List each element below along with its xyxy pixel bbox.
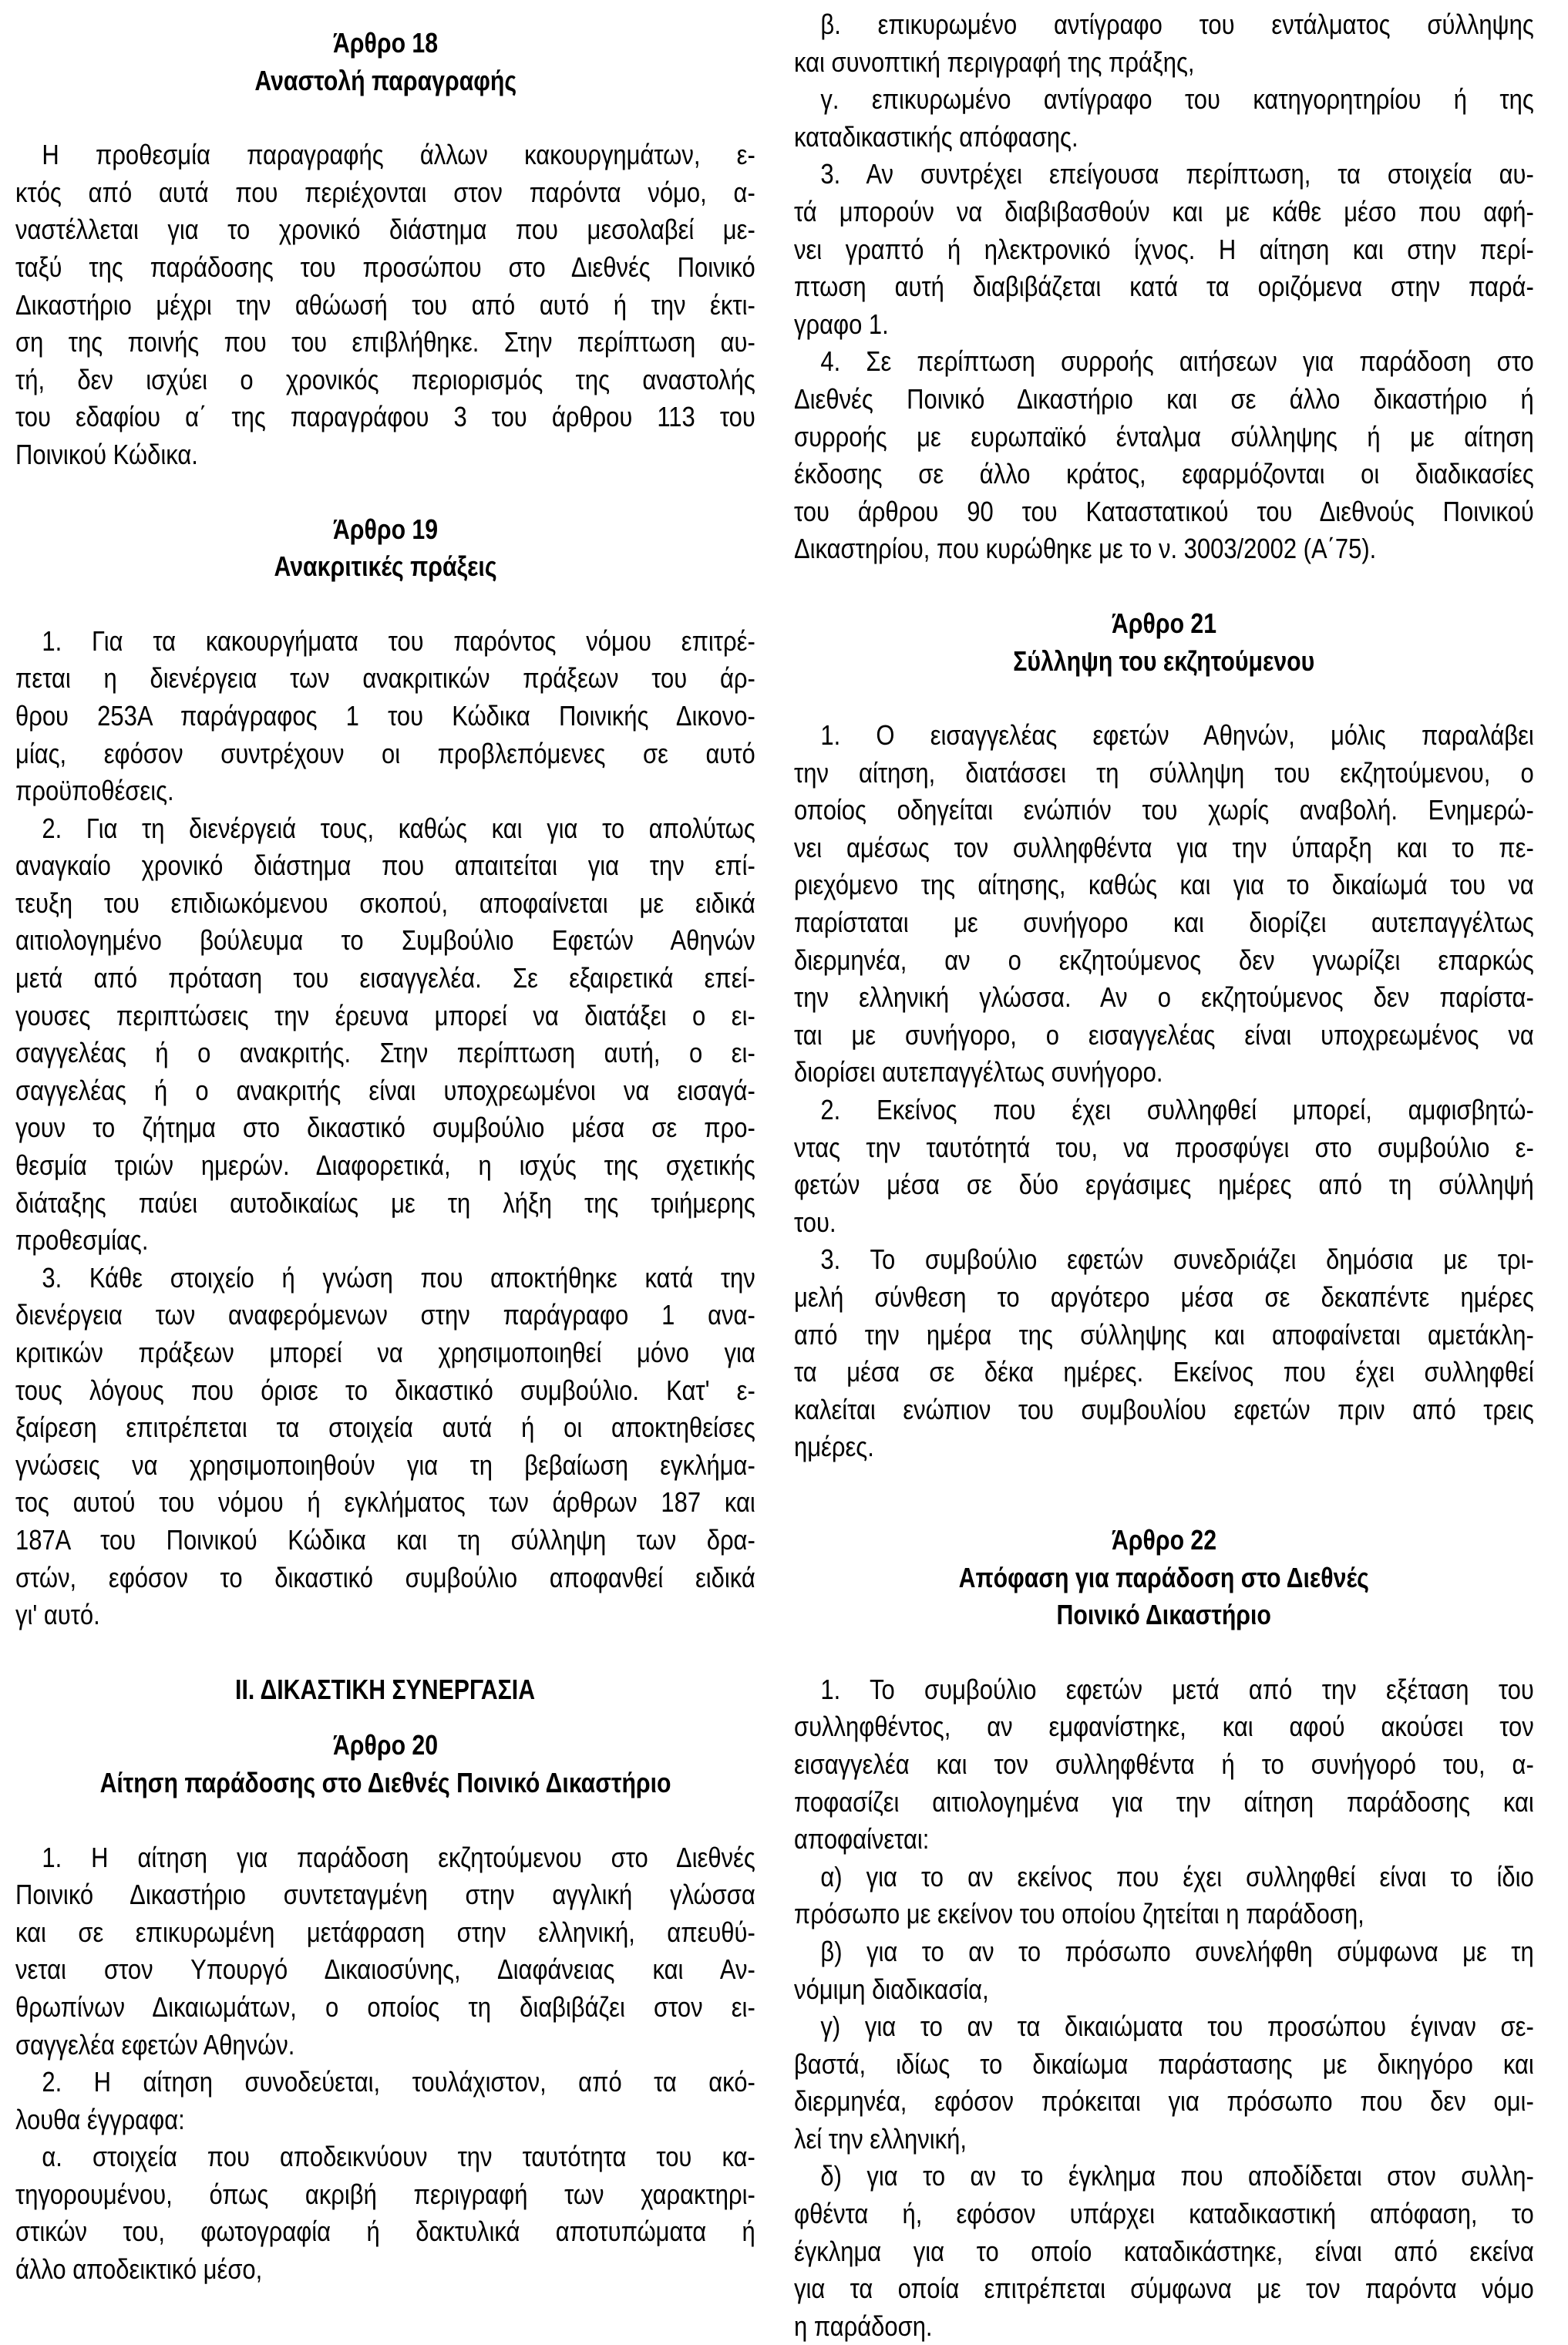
text-line: την αίτηση, διατάσσει τη σύλληψη του εκζητούμενου, ο	[794, 756, 1534, 789]
text-line: η παράδοση.	[794, 2310, 933, 2342]
text-line: γραφο 1.	[794, 308, 889, 340]
text-line: Διεθνές Ποινικό Δικαστήριο και σε άλλο δικαστήριο ή	[794, 382, 1534, 415]
text-line: γ) για το αν τα δικαιώματα του προσώπου έγιναν σε-	[820, 2010, 1534, 2043]
text-line: διερμηνέα, εφόσον πρόκειται για πρόσωπο που δεν ομι-	[794, 2085, 1534, 2118]
left-column	[15, 6, 755, 2289]
text-line: για τα οποία επιτρέπεται σύμφωνα με τον παρόντα νόμο	[794, 2273, 1534, 2305]
text-line: στικών του, φωτογραφία ή δακτυλικά αποτυπώματα ή	[15, 2215, 755, 2248]
text-line: ταξύ της παράδοσης του προσώπου στο Διεθνές Ποινικό	[15, 251, 755, 283]
text-line: προθεσμίας.	[15, 1224, 149, 1257]
text-line: 1. Για τα κακουργήματα του παρόντος νόμου επιτρέ-	[42, 624, 755, 657]
text-line: 3. Το συμβούλιο εφετών συνεδριάζει δημόσια με τρι-	[820, 1243, 1534, 1276]
text-line: Δικαστήριο μέχρι την αθώωσή του από αυτό ή την έκτι-	[15, 288, 755, 321]
text-line: τος αυτού του νόμου ή εγκλήματος των άρθρων 187 και	[15, 1486, 755, 1519]
text-line: α) για το αν εκείνος που έχει συλληφθεί είναι το ίδιο	[820, 1860, 1534, 1892]
text-line: βαστά, ιδίως το δικαίωμα παράστασης με δικηγόρο και	[794, 2047, 1534, 2080]
text-line: ναστέλλεται για το χρονικό διάστημα που μεσολαβεί με-	[15, 214, 755, 246]
text-line: γι' αυτό.	[15, 1599, 100, 1631]
text-line: ντας την ταυτότητά του, να προσφύγει στο συμβούλιο ε-	[794, 1131, 1534, 1163]
text-line: 2. Για τη διενέργειά τους, καθώς και για το απολύτως	[42, 812, 755, 844]
text-line: του.	[794, 1206, 836, 1238]
text-line: Δικαστηρίου, που κυρώθηκε με το ν. 3003/2002 (Α΄75).	[794, 533, 1377, 565]
text-line: αιτιολογημένο βούλευμα το Συμβούλιο Εφετών Αθηνών	[15, 924, 755, 957]
article-22-title-line-1: Απόφαση για παράδοση στο Διεθνές	[958, 1561, 1370, 1593]
text-line: του άρθρου 90 του Καταστατικού του Διεθνούς Ποινικού	[794, 495, 1534, 527]
article-22-number: Άρθρο 22	[1111, 1523, 1217, 1556]
article-20-number: Άρθρο 20	[332, 1729, 439, 1761]
text-line: λουθα έγγραφα:	[15, 2103, 185, 2135]
text-line: τους λόγους που όρισε το δικαστικό συμβούλιο. Κατ' ε-	[15, 1374, 755, 1406]
text-line: ποφασίζει αιτιολογημένα για την αίτηση παράδοσης και	[794, 1785, 1534, 1818]
text-line: 1. Η αίτηση για παράδοση εκζητούμενου στο Διεθνές	[42, 1841, 755, 1873]
text-line: και σε επικυρωμένη μετάφραση στην ελληνική, απευθύ-	[15, 1916, 755, 1948]
article-20-body	[15, 1839, 755, 2289]
text-line: τηγορουμένου, όπως ακριβή περιγραφή των χαρακτηρι-	[15, 2178, 755, 2210]
text-line: μελή σύνθεση το αργότερο μέσα σε δεκαπέντε ημέρες	[794, 1281, 1534, 1313]
text-line: 3. Κάθε στοιχείο ή γνώση που αποκτήθηκε κατά την	[42, 1261, 755, 1294]
text-line: μετά από πρόταση του εισαγγελέα. Σε εξαιρετικά επεί-	[15, 962, 755, 994]
text-line: διενέργεια των αναφερόμενων στην παράγραφο 1 ανα-	[15, 1299, 755, 1331]
text-line: διάταξης παύει αυτοδικαίως με τη λήξη της τριήμερης	[15, 1186, 755, 1219]
text-line: διερμηνέα, αν ο εκζητούμενος δεν γνωρίζει επαρκώς	[794, 944, 1534, 976]
text-line: τή, δεν ισχύει ο χρονικός περιορισμός της αναστολής	[15, 363, 755, 395]
text-line: 2. Η αίτηση συνοδεύεται, τουλάχιστον, από τα ακό-	[42, 2066, 755, 2098]
text-line: 2. Εκείνος που έχει συλληφθεί μπορεί, αμφισβητώ-	[820, 1094, 1534, 1126]
text-line: πρόσωπο με εκείνον του οποίου ζητείται η παράδοση,	[794, 1898, 1364, 1930]
article-19-body	[15, 623, 755, 1634]
text-line: 4. Σε περίπτωση συρροής αιτήσεων για παράδοση στο	[820, 345, 1534, 378]
article-18-number: Άρθρο 18	[332, 27, 439, 59]
text-line: νει γραπτό ή ηλεκτρονικό ίχνος. Η αίτηση και στην περί-	[794, 233, 1534, 265]
text-line: Ποινικού Κώδικα.	[15, 438, 198, 470]
article-20-continued	[794, 6, 1534, 568]
text-line: καλείται ενώπιον του συμβουλίου εφετών πριν από τρεις	[794, 1393, 1534, 1425]
text-line: συρροής με ευρωπαϊκό ένταλμα σύλληψης ή με αίτηση	[794, 420, 1534, 453]
text-line: την ελληνική γλώσσα. Αν ο εκζητούμενος δεν παρίστα-	[794, 981, 1534, 1014]
text-line: δ) για το αν το έγκλημα που αποδίδεται στον συλλη-	[820, 2160, 1534, 2192]
right-column	[794, 6, 1534, 2345]
text-line: 1. Το συμβούλιο εφετών μετά από την εξέταση του	[820, 1673, 1534, 1705]
article-18-body	[15, 136, 755, 473]
text-line: σαγγελέας ή ο ανακριτής είναι υποχρεωμένοι να εισαγά-	[15, 1074, 755, 1106]
text-line: αποφαίνεται:	[794, 1823, 930, 1855]
text-line: ται με συνήγορο, ο εισαγγελέας είναι υποχρεωμένος να	[794, 1018, 1534, 1051]
text-line: τα μέσα σε δέκα ημέρες. Εκείνος που έχει συλληφθεί	[794, 1356, 1534, 1388]
article-20-title: Αίτηση παράδοσης στο Διεθνές Ποινικό Δικαστήριο	[99, 1766, 671, 1798]
text-line: νεται στον Υπουργό Δικαιοσύνης, Διαφάνειας και Αν-	[15, 1953, 755, 1986]
text-line: έκδοσης σε άλλο κράτος, εφαρμόζονται οι διαδικασίες	[794, 458, 1534, 490]
text-line: σαγγελέας ή ο ανακριτής. Στην περίπτωση αυτή, ο ει-	[15, 1037, 755, 1069]
text-line: θρου 253Α παράγραφος 1 του Κώδικα Ποινικής Δικονο-	[15, 699, 755, 732]
text-line: του εδαφίου α΄ της παραγράφου 3 του άρθρου 113 του	[15, 401, 755, 433]
text-line: γνώσεις να χρησιμοποιηθούν για τη βεβαίωση εγκλήμα-	[15, 1448, 755, 1481]
text-line: 1. Ο εισαγγελέας εφετών Αθηνών, μόλις παραλάβει	[820, 719, 1534, 752]
section-heading: ΙΙ. ΔΙΚΑΣΤΙΚΗ ΣΥΝΕΡΓΑΣΙΑ	[235, 1673, 536, 1705]
text-line: συλληφθέντος, αν εμφανίστηκε, και αφού ακούσει τον	[794, 1711, 1534, 1743]
text-line: γουσες περιπτώσεις την έρευνα μπορεί να διατάξει ο ει-	[15, 999, 755, 1031]
text-line: 3. Αν συντρέχει επείγουσα περίπτωση, τα στοιχεία αυ-	[820, 158, 1534, 190]
text-line: γουν το ζήτημα στο δικαστικό συμβούλιο μέσα σε προ-	[15, 1112, 755, 1144]
text-line: λεί την ελληνική,	[794, 2122, 967, 2155]
text-line: α. στοιχεία που αποδεικνύουν την ταυτότητα του κα-	[42, 2141, 755, 2173]
text-line: κτός από αυτά που περιέχονται στον παρόντα νόμο, α-	[15, 176, 755, 208]
text-line: φετών μέσα σε δύο εργάσιμες ημέρες από τη σύλληψή	[794, 1169, 1534, 1201]
text-line: γ. επικυρωμένο αντίγραφο του κατηγορητηρίου ή της	[820, 83, 1534, 116]
text-line: και συνοπτική περιγραφή της πράξης,	[794, 45, 1195, 78]
article-19-number: Άρθρο 19	[332, 513, 439, 545]
article-21-body	[794, 717, 1534, 1466]
article-22-body	[794, 1671, 1534, 2345]
article-21-number: Άρθρο 21	[1111, 607, 1217, 639]
article-19-title: Ανακριτικές πράξεις	[274, 550, 497, 583]
text-line: τευξη του επιδιωκόμενου σκοπού, αποφαίνεται με ειδικά	[15, 887, 755, 919]
text-line: ξαίρεση επιτρέπεται τα στοιχεία αυτά ή οι αποκτηθείσες	[15, 1411, 755, 1444]
text-line: κριτικών πράξεων μπορεί να χρησιμοποιηθεί μόνο για	[15, 1337, 755, 1368]
text-line: β) για το αν το πρόσωπο συνελήφθη σύμφωνα με τη	[820, 1935, 1534, 1967]
text-line: πεται η διενέργεια των ανακριτικών πράξεων του άρ-	[15, 662, 755, 695]
text-line: τά μπορούν να διαβιβασθούν και με κάθε μέσο που αφή-	[794, 195, 1534, 227]
text-line: ημέρες.	[794, 1431, 874, 1463]
text-line: θεσμία τριών ημερών. Διαφορετικά, η ισχύς της σχετικής	[15, 1149, 755, 1182]
text-line: μίας, εφόσον συντρέχουν οι προβλεπόμενες σε αυτό	[15, 737, 755, 769]
text-line: διορίσει αυτεπαγγέλτως συνήγορο.	[794, 1056, 1163, 1088]
text-line: Η προθεσμία παραγραφής άλλων κακουργημάτων, ε-	[42, 139, 755, 171]
text-line: 187Α του Ποινικού Κώδικα και τη σύλληψη των δρα-	[15, 1523, 755, 1556]
text-line: πτωση αυτή διαβιβάζεται κατά τα οριζόμενα στην παρά-	[794, 271, 1534, 303]
text-line: στών, εφόσον το δικαστικό συμβούλιο αποφανθεί ειδικά	[15, 1561, 755, 1593]
text-line: β. επικυρωμένο αντίγραφο του εντάλματος σύλληψης	[820, 8, 1534, 40]
text-line: ριεχόμενο της αίτησης, καθώς και για το δικαίωμά του να	[794, 869, 1534, 901]
text-line: Ποινικό Δικαστήριο συντεταγμένη στην αγγλική γλώσσα	[15, 1879, 755, 1911]
text-line: αναγκαίο χρονικό διάστημα που απαιτείται για την επί-	[15, 850, 755, 882]
text-line: σαγγελέα εφετών Αθηνών.	[15, 2028, 295, 2061]
article-21-title: Σύλληψη του εκζητούμενου	[1013, 644, 1315, 677]
text-line: θρωπίνων Δικαιωμάτων, ο οποίος τη διαβιβάζει στον ει-	[15, 1990, 755, 2023]
article-22-title-line-2: Ποινικό Δικαστήριο	[1056, 1599, 1272, 1631]
text-line: νόμιμη διαδικασία,	[794, 1973, 989, 2005]
text-line: καταδικαστικής απόφασης.	[794, 120, 1078, 153]
article-18-title: Αναστολή παραγραφής	[254, 64, 516, 96]
text-line: εισαγγελέα και τον συλληφθέντα ή το συνήγορό του, α-	[794, 1748, 1534, 1780]
text-line: φθέντα ή, εφόσον υπάρχει καταδικαστική απόφαση, το	[794, 2198, 1534, 2230]
text-line: έγκλημα για το οποίο καταδικάστηκε, είναι από εκείνα	[794, 2235, 1534, 2267]
text-line: ση της ποινής που του επιβλήθηκε. Στην περίπτωση αυ-	[15, 326, 755, 358]
text-line: παρίσταται με συνήγορο και διορίζει αυτεπαγγέλτως	[794, 907, 1534, 939]
text-line: από την ημέρα της σύλληψης και αποφαίνεται αμετάκλη-	[794, 1318, 1534, 1351]
text-line: άλλο αποδεικτικό μέσο,	[15, 2253, 263, 2286]
text-line: προϋποθέσεις.	[15, 775, 174, 807]
text-line: οποίος οδηγείται ενώπιόν του χωρίς αναβολή. Ενημερώ-	[794, 794, 1534, 826]
text-line: νει αμέσως τον συλληφθέντα για την ύπαρξη και το πε-	[794, 831, 1534, 863]
